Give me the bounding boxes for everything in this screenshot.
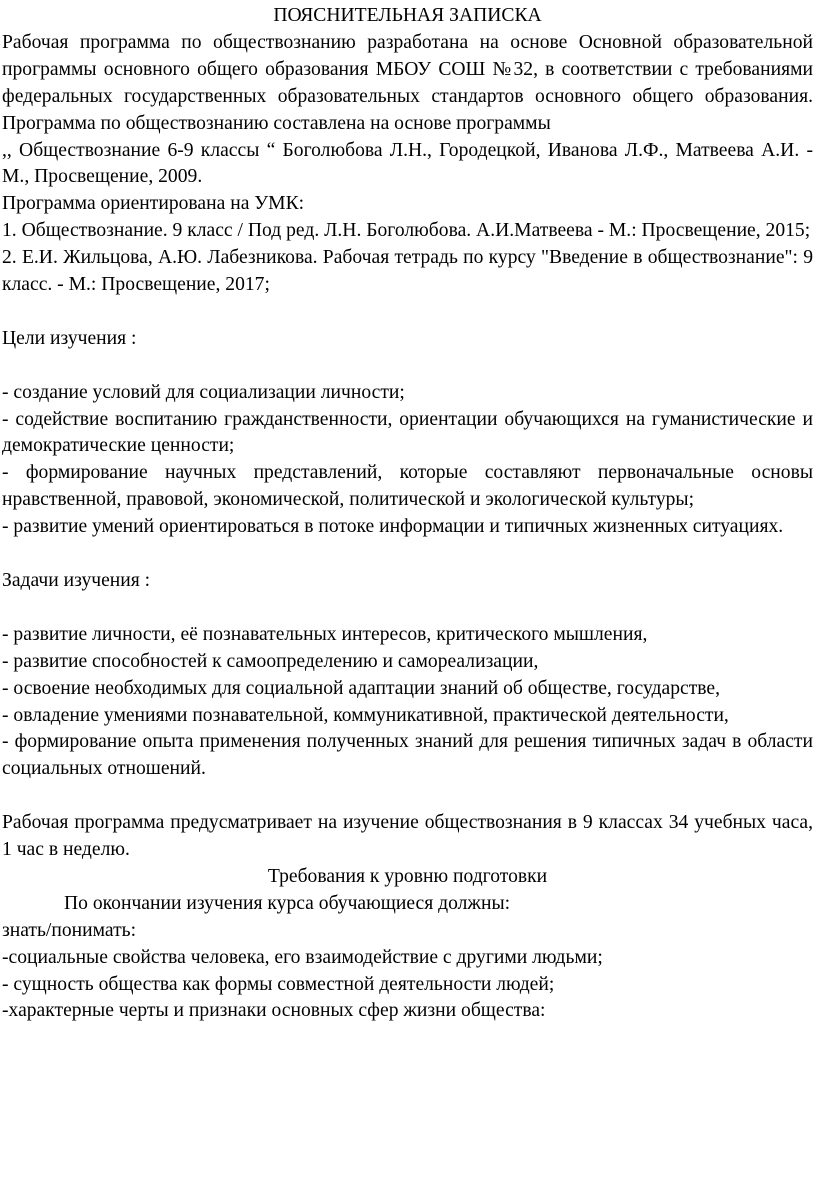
task-item: - овладение умениями познавательной, коммуникативной, практической деятельности, — [2, 704, 729, 726]
intro-paragraph: Рабочая программа по обществознанию разработана на основе Основной образовательной программы основного общего образования МБОУ СОШ №32, в соответствии с требованиями федеральных государственных образовательных стандартов основного общего образования. Программа по обществознанию составлена на основе программы — [2, 31, 813, 134]
spacer — [2, 541, 813, 568]
requirement-item: -характерные черты и признаки основных сфер жизни общества: — [2, 1000, 546, 1022]
program-source: ,, Обществознание 6-9 классы “ Боголюбова Л.Н., Городецкой, Иванова Л.Ф., Матвеева А.И. - М., Просвещение, 2009. — [2, 139, 813, 188]
spacer — [2, 299, 813, 326]
goal-item: - развитие умений ориентироваться в потоке информации и типичных жизненных ситуациях. — [2, 516, 784, 538]
task-item: - развитие личности, её познавательных интересов, критического мышления, — [2, 623, 648, 645]
spacer — [2, 783, 813, 810]
umk-item-2: 2. Е.И. Жильцова, А.Ю. Лабезникова. Рабочая тетрадь по курсу "Введение в обществознание": 9 класс. - М.: Просвещение, 2017; — [2, 247, 813, 296]
hours-paragraph: Рабочая программа предусматривает на изучение обществознания в 9 классах 34 учебных часа, 1 час в неделю. — [2, 812, 813, 861]
know-label: знать/понимать: — [2, 919, 137, 941]
requirements-subheading: По окончании изучения курса обучающиеся должны: — [64, 892, 511, 914]
umk-item-1: 1. Обществознание. 9 класс / Под ред. Л.Н. Боголюбова. А.И.Матвеева - М.: Просвещение, 2015; — [2, 220, 811, 242]
tasks-heading: Задачи изучения : — [2, 569, 151, 591]
task-item: - развитие способностей к самоопределению и самореализации, — [2, 650, 539, 672]
requirements-heading: Требования к уровню подготовки — [267, 865, 548, 887]
goal-item: - создание условий для социализации личности; — [2, 381, 405, 403]
goals-heading: Цели изучения : — [2, 327, 137, 349]
task-item: - освоение необходимых для социальной адаптации знаний об обществе, государстве, — [2, 677, 720, 699]
spacer — [2, 353, 813, 380]
goal-item: - содействие воспитанию гражданственности, ориентации обучающихся на гуманистические и демократические ценности; — [2, 408, 813, 457]
task-item: - формирование опыта применения полученных знаний для решения типичных задач в области социальных отношений. — [2, 731, 813, 780]
goal-item: - формирование научных представлений, которые составляют первоначальные основы нравственной, правовой, экономической, политической и экологической культуры; — [2, 462, 813, 511]
requirement-item: - сущность общества как формы совместной деятельности людей; — [2, 973, 555, 995]
umk-heading: Программа ориентирована на УМК: — [2, 193, 305, 215]
document-title: ПОЯСНИТЕЛЬНАЯ ЗАПИСКА — [273, 5, 542, 26]
spacer — [2, 595, 813, 622]
requirement-item: -социальные свойства человека, его взаимодействие с другими людьми; — [2, 946, 603, 968]
